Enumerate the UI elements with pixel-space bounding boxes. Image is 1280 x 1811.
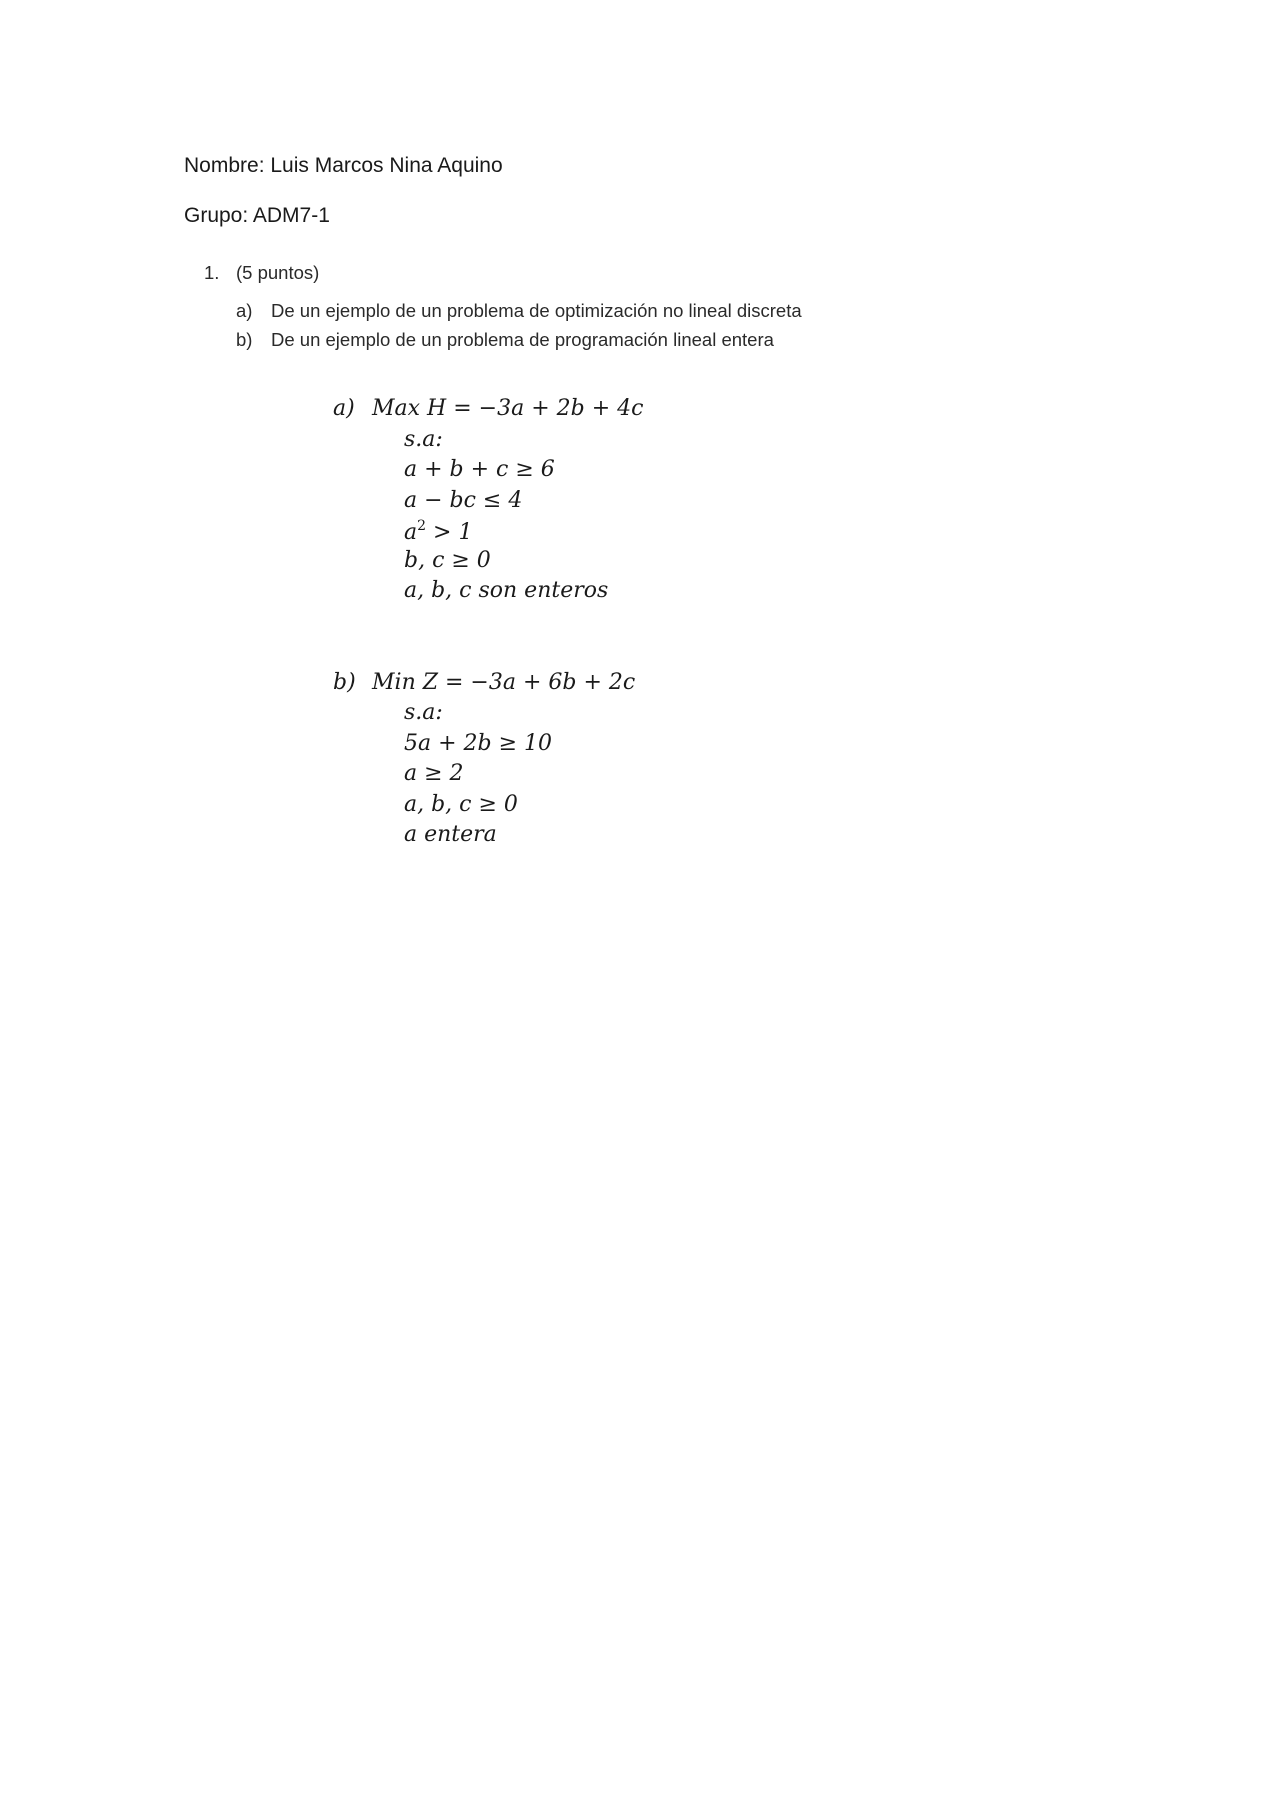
question-heading <box>204 262 319 284</box>
student-name: Nombre: Luis Marcos Nina Aquino <box>184 154 503 177</box>
question-item <box>236 300 802 322</box>
answer-b-constraint: a ≥ 2 <box>404 761 464 786</box>
question-item-text: De un ejemplo de un problema de programación lineal entera <box>271 329 774 350</box>
student-group: Grupo: ADM7-1 <box>184 204 330 227</box>
answer-a-constraint: a, b, c son enteros <box>404 578 609 603</box>
answer-b-constraint: a, b, c ≥ 0 <box>404 792 518 817</box>
answer-b-subject-to: s.a: <box>404 700 443 725</box>
answer-a-power-rhs: > 1 <box>433 520 473 545</box>
answer-a-objective: Max H = −3a + 2b + 4c <box>372 396 644 421</box>
answer-a-power-base: a <box>404 520 418 545</box>
answer-a-constraint: a + b + c ≥ 6 <box>404 457 555 482</box>
answer-a-constraint: a − bc ≤ 4 <box>404 488 523 513</box>
answer-a-label: a) <box>333 396 355 421</box>
question-image <box>180 250 845 380</box>
answer-b-objective: Min Z = −3a + 6b + 2c <box>372 670 636 695</box>
answer-b-constraint: a entera <box>404 822 497 847</box>
answer-b-constraint: 5a + 2b ≥ 10 <box>404 731 553 756</box>
answer-a-exponent: 2 <box>417 518 427 534</box>
answer-a-constraint: b, c ≥ 0 <box>404 548 491 573</box>
answer-b-label: b) <box>333 670 356 695</box>
question-item <box>236 329 774 351</box>
question-item-text: De un ejemplo de un problema de optimización no lineal discreta <box>271 300 802 321</box>
question-points: (5 puntos) <box>236 262 320 283</box>
question-item-label: a) <box>236 300 253 321</box>
answer-a-subject-to: s.a: <box>404 427 443 452</box>
answer-a-constraint <box>404 518 472 545</box>
question-item-label: b) <box>236 329 253 350</box>
question-number: 1. <box>204 262 220 283</box>
